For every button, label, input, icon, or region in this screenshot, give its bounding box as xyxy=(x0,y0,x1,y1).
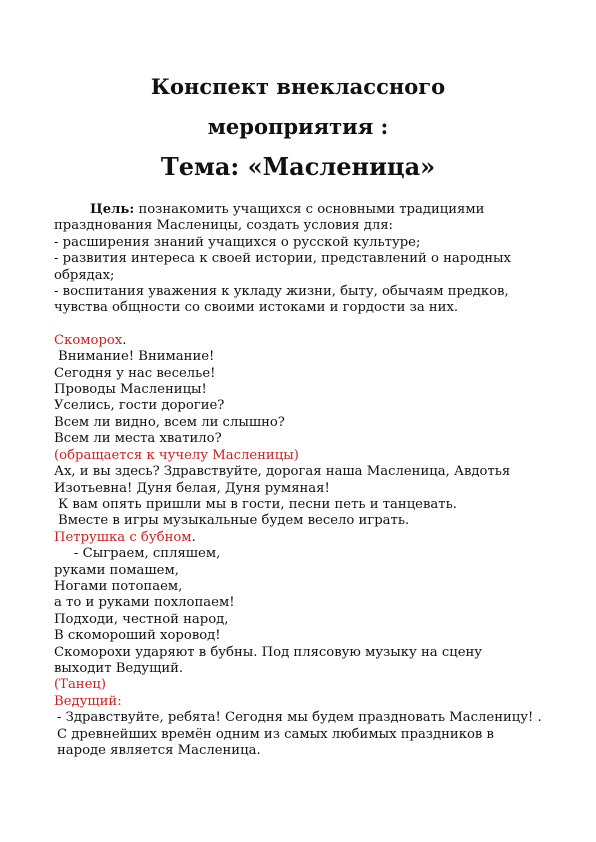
script-line: Ногами потопаем, xyxy=(54,578,183,594)
goal-item: - расширения знаний учащихся о русской культуре; xyxy=(54,234,421,250)
title-line-2: мероприятия : xyxy=(207,114,389,139)
script-line: Всем ли видно, всем ли слышно? xyxy=(54,414,285,430)
stage-direction: (обращается к чучелу Масленицы) xyxy=(54,447,299,463)
script-line: К вам опять пришли мы в гости, песни петь и танцевать. xyxy=(58,496,457,512)
script-line: Внимание! Внимание! xyxy=(58,349,215,365)
stage-direction: (Танец) xyxy=(54,677,107,693)
script-line: а то и руками похлопаем! xyxy=(54,595,235,611)
speaker-name: Ведущий: xyxy=(54,693,122,709)
goal-paragraph xyxy=(54,202,542,235)
goal-label: Цель: xyxy=(90,202,135,217)
script-line: Проводы Масленицы! xyxy=(54,382,207,398)
theme-title: Тема: «Масленица» xyxy=(160,152,436,181)
speaker-name: Скоморох xyxy=(54,332,123,348)
script-line: Всем ли места хватило? xyxy=(54,431,222,447)
goal-section xyxy=(54,202,542,317)
script-line: Сегодня у нас веселье! xyxy=(54,365,216,381)
title-line-1: Конспект внеклассного xyxy=(150,74,446,99)
speaker-punct: . xyxy=(191,529,196,545)
script-section xyxy=(54,333,542,760)
speaker-name: Петрушка с бубном xyxy=(54,529,192,545)
script-line: Скоморохи ударяют в бубны. Под плясовую музыку на сцену выходит Ведущий. xyxy=(54,644,483,676)
script-line: Ах, и вы здесь? Здравствуйте, дорогая наша Масленица, Авдотья Изотьевна! Дуня белая, Дуня румяная! xyxy=(54,464,511,496)
goal-item: - воспитания уважения к укладу жизни, быту, обычаям предков, чувства общности со своими истоками и гордости за них. xyxy=(54,284,509,316)
script-line: Вместе в игры музыкальные будем весело играть. xyxy=(58,513,410,529)
script-line: руками помашем, xyxy=(54,562,179,578)
speaker-line xyxy=(54,530,542,546)
speaker-line xyxy=(54,333,542,349)
script-line: - Здравствуйте, ребята! Сегодня мы будем праздновать Масленицу! . С древнейших времён одним из самых любимых праздников в народе является Масленица. xyxy=(57,710,542,758)
script-line: В скомороший хоровод! xyxy=(54,628,221,644)
script-line: Подходи, честной народ, xyxy=(54,611,229,627)
speaker-punct: . xyxy=(122,332,127,348)
goal-item: - развития интереса к своей истории, представлений о народных обрядах; xyxy=(54,251,511,283)
script-line: Уселись, гости дорогие? xyxy=(54,398,225,414)
goal-text: познакомить учащихся с основными традициями празднования Масленицы, создать условия для: xyxy=(54,202,485,234)
script-line: - Сыграем, спляшем, xyxy=(74,546,221,562)
